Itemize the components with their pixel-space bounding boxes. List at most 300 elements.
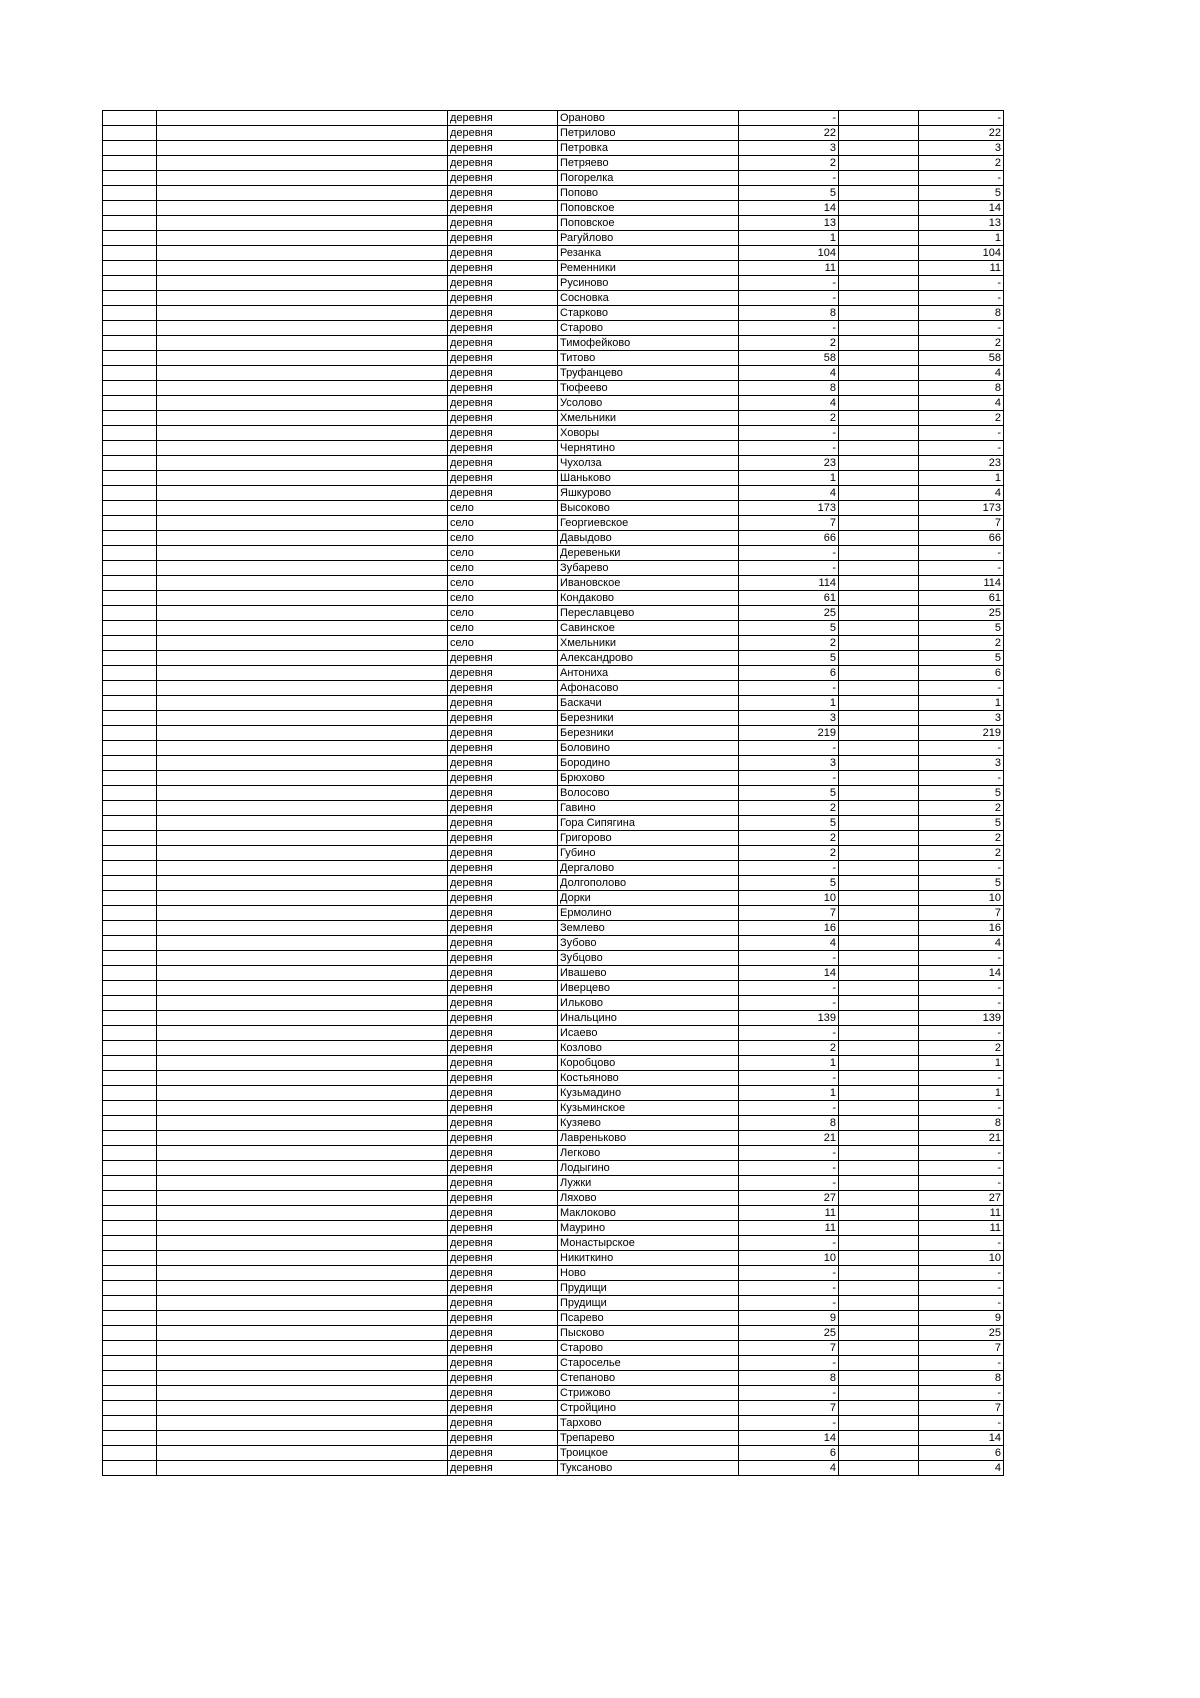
empty-cell [157, 996, 448, 1011]
count-cell: 2 [739, 1041, 839, 1056]
settlement-type-cell: деревня [448, 231, 558, 246]
empty-cell [103, 756, 157, 771]
table-row [103, 1086, 1004, 1101]
total-cell: 2 [919, 156, 1004, 171]
total-cell: 14 [919, 201, 1004, 216]
total-cell: - [919, 771, 1004, 786]
empty-cell [839, 1356, 919, 1371]
empty-cell [157, 1221, 448, 1236]
count-cell: 8 [739, 306, 839, 321]
empty-cell [157, 306, 448, 321]
empty-cell [157, 1461, 448, 1476]
empty-cell [839, 156, 919, 171]
empty-cell [839, 726, 919, 741]
table-row [103, 246, 1004, 261]
empty-cell [157, 711, 448, 726]
empty-cell [839, 846, 919, 861]
settlement-type-cell: деревня [448, 711, 558, 726]
total-cell: - [919, 1161, 1004, 1176]
empty-cell [839, 1026, 919, 1041]
settlement-type-cell: деревня [448, 366, 558, 381]
empty-cell [103, 831, 157, 846]
settlement-name-cell: Баскачи [558, 696, 739, 711]
settlement-type-cell: деревня [448, 951, 558, 966]
count-cell: - [739, 996, 839, 1011]
table-row [103, 351, 1004, 366]
total-cell: - [919, 1266, 1004, 1281]
empty-cell [103, 621, 157, 636]
empty-cell [839, 171, 919, 186]
settlement-name-cell: Березники [558, 726, 739, 741]
settlement-type-cell: деревня [448, 291, 558, 306]
settlement-name-cell: Титово [558, 351, 739, 366]
settlement-name-cell: Трепарево [558, 1431, 739, 1446]
empty-cell [103, 936, 157, 951]
count-cell: 13 [739, 216, 839, 231]
count-cell: 2 [739, 801, 839, 816]
settlement-name-cell: Прудищи [558, 1296, 739, 1311]
table-row [103, 291, 1004, 306]
empty-cell [839, 291, 919, 306]
settlement-type-cell: деревня [448, 816, 558, 831]
settlement-name-cell: Бородино [558, 756, 739, 771]
settlement-type-cell: деревня [448, 156, 558, 171]
settlement-type-cell: село [448, 576, 558, 591]
empty-cell [839, 576, 919, 591]
settlement-type-cell: деревня [448, 321, 558, 336]
settlement-name-cell: Кузьминское [558, 1101, 739, 1116]
empty-cell [157, 531, 448, 546]
settlement-name-cell: Ховоры [558, 426, 739, 441]
table-row [103, 846, 1004, 861]
count-cell: - [739, 771, 839, 786]
total-cell: 21 [919, 1131, 1004, 1146]
settlement-type-cell: деревня [448, 1101, 558, 1116]
empty-cell [157, 1326, 448, 1341]
table-row [103, 1041, 1004, 1056]
table-row [103, 1311, 1004, 1326]
empty-cell [103, 1266, 157, 1281]
empty-cell [103, 696, 157, 711]
table-row [103, 171, 1004, 186]
total-cell: 4 [919, 486, 1004, 501]
count-cell: - [739, 1236, 839, 1251]
empty-cell [157, 501, 448, 516]
empty-cell [103, 906, 157, 921]
settlement-name-cell: Ораново [558, 111, 739, 126]
empty-cell [839, 1056, 919, 1071]
settlement-type-cell: деревня [448, 1056, 558, 1071]
total-cell: 7 [919, 516, 1004, 531]
empty-cell [103, 1461, 157, 1476]
settlement-name-cell: Туксаново [558, 1461, 739, 1476]
settlement-type-cell: деревня [448, 1236, 558, 1251]
empty-cell [839, 1071, 919, 1086]
total-cell: 4 [919, 366, 1004, 381]
settlement-type-cell: деревня [448, 786, 558, 801]
empty-cell [839, 1431, 919, 1446]
settlement-type-cell: деревня [448, 756, 558, 771]
empty-cell [103, 666, 157, 681]
settlement-name-cell: Переславцево [558, 606, 739, 621]
empty-cell [103, 351, 157, 366]
settlement-name-cell: Тархово [558, 1416, 739, 1431]
settlement-type-cell: деревня [448, 1146, 558, 1161]
empty-cell [157, 936, 448, 951]
total-cell: 11 [919, 1206, 1004, 1221]
empty-cell [839, 186, 919, 201]
empty-cell [839, 561, 919, 576]
count-cell: 2 [739, 336, 839, 351]
total-cell: 2 [919, 846, 1004, 861]
empty-cell [157, 186, 448, 201]
total-cell: - [919, 1386, 1004, 1401]
settlement-name-cell: Ильково [558, 996, 739, 1011]
total-cell: 2 [919, 336, 1004, 351]
settlement-name-cell: Кондаково [558, 591, 739, 606]
empty-cell [103, 1386, 157, 1401]
settlement-name-cell: Георгиевское [558, 516, 739, 531]
total-cell: - [919, 321, 1004, 336]
count-cell: 58 [739, 351, 839, 366]
empty-cell [839, 816, 919, 831]
settlement-name-cell: Петровка [558, 141, 739, 156]
settlement-name-cell: Ляхово [558, 1191, 739, 1206]
total-cell: - [919, 546, 1004, 561]
settlement-name-cell: Прудищи [558, 1281, 739, 1296]
settlement-type-cell: деревня [448, 726, 558, 741]
empty-cell [839, 1221, 919, 1236]
empty-cell [103, 816, 157, 831]
table-row [103, 561, 1004, 576]
settlement-type-cell: деревня [448, 1026, 558, 1041]
empty-cell [839, 1266, 919, 1281]
count-cell: 5 [739, 651, 839, 666]
settlement-type-cell: деревня [448, 456, 558, 471]
empty-cell [157, 606, 448, 621]
empty-cell [157, 1371, 448, 1386]
table-row [103, 306, 1004, 321]
total-cell: 1 [919, 696, 1004, 711]
empty-cell [103, 321, 157, 336]
table-row [103, 741, 1004, 756]
count-cell: - [739, 1101, 839, 1116]
table-row [103, 1416, 1004, 1431]
settlement-name-cell: Поповское [558, 216, 739, 231]
table-row [103, 1206, 1004, 1221]
empty-cell [839, 1386, 919, 1401]
count-cell: - [739, 1026, 839, 1041]
total-cell: 9 [919, 1311, 1004, 1326]
settlement-name-cell: Ивашево [558, 966, 739, 981]
count-cell: - [739, 951, 839, 966]
table-row [103, 1191, 1004, 1206]
empty-cell [103, 501, 157, 516]
settlement-name-cell: Ново [558, 1266, 739, 1281]
settlement-name-cell: Лавреньково [558, 1131, 739, 1146]
table-row [103, 186, 1004, 201]
empty-cell [157, 111, 448, 126]
settlement-type-cell: село [448, 591, 558, 606]
empty-cell [103, 1311, 157, 1326]
empty-cell [839, 1341, 919, 1356]
total-cell: 8 [919, 1371, 1004, 1386]
empty-cell [839, 216, 919, 231]
count-cell: - [739, 981, 839, 996]
empty-cell [103, 231, 157, 246]
empty-cell [839, 771, 919, 786]
count-cell: 8 [739, 381, 839, 396]
empty-cell [103, 246, 157, 261]
empty-cell [103, 1026, 157, 1041]
empty-cell [103, 366, 157, 381]
empty-cell [157, 666, 448, 681]
empty-cell [103, 291, 157, 306]
total-cell: 8 [919, 306, 1004, 321]
table-row [103, 441, 1004, 456]
empty-cell [103, 996, 157, 1011]
settlement-name-cell: Лужки [558, 1176, 739, 1191]
empty-cell [103, 306, 157, 321]
empty-cell [157, 1116, 448, 1131]
settlement-name-cell: Иверцево [558, 981, 739, 996]
count-cell: 61 [739, 591, 839, 606]
settlement-type-cell: деревня [448, 381, 558, 396]
settlement-type-cell: деревня [448, 1461, 558, 1476]
empty-cell [839, 666, 919, 681]
empty-cell [103, 1446, 157, 1461]
total-cell: 4 [919, 396, 1004, 411]
settlement-type-cell: деревня [448, 1041, 558, 1056]
empty-cell [103, 141, 157, 156]
empty-cell [103, 1056, 157, 1071]
settlement-name-cell: Долгополово [558, 876, 739, 891]
empty-cell [157, 636, 448, 651]
settlement-type-cell: деревня [448, 1296, 558, 1311]
count-cell: 10 [739, 891, 839, 906]
count-cell: 173 [739, 501, 839, 516]
settlement-type-cell: деревня [448, 486, 558, 501]
empty-cell [103, 456, 157, 471]
total-cell: 6 [919, 1446, 1004, 1461]
empty-cell [103, 441, 157, 456]
settlement-type-cell: село [448, 621, 558, 636]
table-row [103, 1131, 1004, 1146]
empty-cell [839, 1311, 919, 1326]
count-cell: - [739, 1386, 839, 1401]
empty-cell [839, 1116, 919, 1131]
settlement-name-cell: Хмельники [558, 411, 739, 426]
empty-cell [157, 786, 448, 801]
empty-cell [103, 576, 157, 591]
table-row [103, 486, 1004, 501]
empty-cell [157, 216, 448, 231]
empty-cell [157, 741, 448, 756]
settlement-type-cell: деревня [448, 936, 558, 951]
table-row [103, 471, 1004, 486]
count-cell: - [739, 546, 839, 561]
settlement-type-cell: деревня [448, 981, 558, 996]
count-cell: 9 [739, 1311, 839, 1326]
empty-cell [839, 951, 919, 966]
table-row [103, 261, 1004, 276]
table-row [103, 1371, 1004, 1386]
empty-cell [103, 111, 157, 126]
settlement-name-cell: Тюфеево [558, 381, 739, 396]
settlement-type-cell: деревня [448, 666, 558, 681]
empty-cell [103, 651, 157, 666]
table-row [103, 576, 1004, 591]
total-cell: 114 [919, 576, 1004, 591]
count-cell: 6 [739, 1446, 839, 1461]
total-cell: - [919, 1281, 1004, 1296]
empty-cell [103, 786, 157, 801]
empty-cell [157, 231, 448, 246]
empty-cell [839, 636, 919, 651]
empty-cell [839, 111, 919, 126]
settlement-name-cell: Григорово [558, 831, 739, 846]
table-row [103, 831, 1004, 846]
table-row [103, 426, 1004, 441]
empty-cell [839, 351, 919, 366]
total-cell: 16 [919, 921, 1004, 936]
count-cell: - [739, 1356, 839, 1371]
empty-cell [157, 1446, 448, 1461]
settlement-type-cell: деревня [448, 1311, 558, 1326]
settlement-type-cell: деревня [448, 651, 558, 666]
total-cell: 5 [919, 876, 1004, 891]
total-cell: - [919, 171, 1004, 186]
table-row [103, 1341, 1004, 1356]
settlement-name-cell: Погорелка [558, 171, 739, 186]
count-cell: - [739, 1266, 839, 1281]
table-row [103, 981, 1004, 996]
settlement-name-cell: Кузьмадино [558, 1086, 739, 1101]
settlement-type-cell: деревня [448, 741, 558, 756]
settlement-type-cell: деревня [448, 471, 558, 486]
empty-cell [157, 906, 448, 921]
empty-cell [103, 1131, 157, 1146]
total-cell: 5 [919, 186, 1004, 201]
settlement-type-cell: деревня [448, 1131, 558, 1146]
empty-cell [157, 486, 448, 501]
table-row [103, 1236, 1004, 1251]
table-row [103, 1146, 1004, 1161]
total-cell: 4 [919, 1461, 1004, 1476]
table-row [103, 921, 1004, 936]
settlement-name-cell: Чернятино [558, 441, 739, 456]
count-cell: - [739, 321, 839, 336]
settlement-type-cell: деревня [448, 276, 558, 291]
empty-cell [839, 246, 919, 261]
count-cell: 3 [739, 141, 839, 156]
table-row [103, 1056, 1004, 1071]
table-row [103, 531, 1004, 546]
empty-cell [157, 831, 448, 846]
table-row [103, 111, 1004, 126]
table-row [103, 201, 1004, 216]
table-row [103, 396, 1004, 411]
total-cell: 14 [919, 966, 1004, 981]
settlement-name-cell: Никиткино [558, 1251, 739, 1266]
empty-cell [103, 1086, 157, 1101]
total-cell: - [919, 681, 1004, 696]
total-cell: 14 [919, 1431, 1004, 1446]
empty-cell [839, 981, 919, 996]
settlement-name-cell: Сосновка [558, 291, 739, 306]
count-cell: - [739, 291, 839, 306]
empty-cell [839, 921, 919, 936]
settlement-type-cell: деревня [448, 411, 558, 426]
count-cell: 2 [739, 831, 839, 846]
empty-cell [103, 741, 157, 756]
empty-cell [157, 1056, 448, 1071]
settlement-type-cell: деревня [448, 1401, 558, 1416]
empty-cell [103, 411, 157, 426]
settlement-name-cell: Стройцино [558, 1401, 739, 1416]
total-cell: 27 [919, 1191, 1004, 1206]
count-cell: 1 [739, 1086, 839, 1101]
settlement-name-cell: Петряево [558, 156, 739, 171]
empty-cell [839, 441, 919, 456]
empty-cell [157, 1281, 448, 1296]
total-cell: - [919, 981, 1004, 996]
empty-cell [103, 1101, 157, 1116]
count-cell: 66 [739, 531, 839, 546]
empty-cell [157, 756, 448, 771]
table-row [103, 861, 1004, 876]
settlement-name-cell: Старово [558, 1341, 739, 1356]
count-cell: - [739, 171, 839, 186]
settlement-name-cell: Коробцово [558, 1056, 739, 1071]
table-row [103, 651, 1004, 666]
empty-cell [157, 171, 448, 186]
settlement-name-cell: Псарево [558, 1311, 739, 1326]
count-cell: - [739, 441, 839, 456]
count-cell: - [739, 1281, 839, 1296]
table-row [103, 321, 1004, 336]
table-row [103, 216, 1004, 231]
empty-cell [839, 396, 919, 411]
total-cell: - [919, 1026, 1004, 1041]
empty-cell [103, 636, 157, 651]
settlement-name-cell: Зубово [558, 936, 739, 951]
settlement-type-cell: деревня [448, 906, 558, 921]
total-cell: - [919, 741, 1004, 756]
empty-cell [839, 1131, 919, 1146]
settlement-name-cell: Попово [558, 186, 739, 201]
count-cell: 22 [739, 126, 839, 141]
settlement-type-cell: деревня [448, 246, 558, 261]
total-cell: - [919, 1356, 1004, 1371]
settlement-type-cell: село [448, 531, 558, 546]
empty-cell [157, 981, 448, 996]
empty-cell [157, 141, 448, 156]
empty-cell [157, 1266, 448, 1281]
table-row [103, 501, 1004, 516]
count-cell: - [739, 426, 839, 441]
empty-cell [157, 576, 448, 591]
count-cell: - [739, 1146, 839, 1161]
empty-cell [157, 1416, 448, 1431]
settlement-type-cell: деревня [448, 996, 558, 1011]
count-cell: 4 [739, 936, 839, 951]
empty-cell [103, 1251, 157, 1266]
empty-cell [103, 1341, 157, 1356]
empty-cell [157, 1236, 448, 1251]
total-cell: 4 [919, 936, 1004, 951]
table-row [103, 816, 1004, 831]
